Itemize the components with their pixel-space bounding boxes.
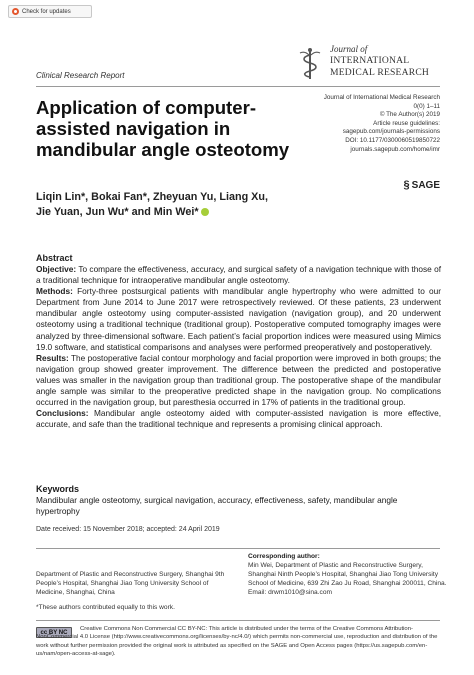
corresponding-author-label: Corresponding author: [248,553,320,560]
conclusions-text: Mandibular angle osteotomy aided with computer-assisted navigation is more effective, accurate, and safe than the traditional technique and represents a promising clinical approach. [36,408,441,430]
keywords-section [36,484,441,517]
journal-name-line2: INTERNATIONAL [330,55,410,66]
results-label: Results: [36,352,69,363]
doi-link[interactable]: DOI: 10.1177/0300060519850722 [345,136,440,144]
authors-line2 [36,205,336,220]
publisher-name: SAGE [411,179,440,191]
publication-info [270,94,440,154]
copyright: © The Author(s) 2019 [379,111,440,119]
abstract-results [36,353,441,408]
update-badge-icon [12,8,19,15]
keywords-heading: Keywords [36,484,80,494]
abstract-heading: Abstract [36,253,73,263]
objective-label: Objective: [36,264,77,274]
footnote-divider [36,548,440,549]
journal-name-line1: Journal of [330,44,368,54]
article-type: Clinical Research Report [36,71,125,80]
authors-line1: Liqin Lin*, Bokai Fan*, Zheyuan Yu, Liang Xu, [36,191,268,203]
abstract-methods [36,286,441,353]
keywords-text: Mandibular angle osteotomy, surgical navigation, accuracy, effectiveness, safety, mandibular angle hypertrophy [36,495,398,517]
conclusions-label: Conclusions: [36,408,89,419]
corresponding-author [248,553,448,598]
abstract-section [36,253,441,430]
received-accepted-dates: Date received: 15 November 2018; accepted: 24 April 2019 [36,526,220,533]
permissions-link[interactable]: sagepub.com/journals-permissions [342,128,440,136]
reuse-guidelines-label: Article reuse guidelines: [373,119,440,127]
article-title: Application of computer-assisted navigation in mandibular angle osteotomy [36,97,290,160]
corresponding-author-email[interactable]: Email: drwm1010@sina.com [248,588,333,596]
header-divider [36,86,440,87]
sage-logo [404,179,440,191]
check-for-updates-button[interactable] [8,5,92,18]
equal-contribution-note: *These authors contributed equally to this work. [36,604,175,611]
journal-citation: Journal of International Medical Research [323,94,440,101]
license-text: Creative Commons Non Commercial CC BY-NC: This article is distributed under the terms of the Creative Commons Attribution-NonCommercial 4.0 License (http://www.creativecommons.org/licenses/by-nc/4.0/) which permits non-commercial use, reproduction and distribution of the work without further permission provided the original work is attributed as specified on the SAGE and Open Access pages (https://us.sagepub.com/en-us/nam/open-access-at-sage). [36,626,438,658]
abstract-conclusions [36,408,441,430]
authors-line2-text: Jie Yuan, Jun Wu* and Min Wei* [36,206,199,218]
journal-home-link[interactable]: journals.sagepub.com/home/imr [350,145,440,153]
volume-pages: 0(0) 1–11 [413,102,440,110]
license-divider [36,620,440,621]
methods-text: Forty-three postsurgical patients with mandibular angle hypertrophy who were admitted to our Department from June 2014 to June 2017 were retrospectively reviewed. Of these patients, 23 underwent mandibular angle osteotomy using computer-assisted navigation (navigation group), and 20 underwent osteotomy using a traditional technique (traditional group). Postoperative computed tomography images were analyzed by three-dimensional software. Each patient’s facial proportion indices were measured using Mimics 19.0 software, and statistical comparisons and analyses were performed preoperatively and postoperatively. [36,286,441,352]
objective-text: To compare the effectiveness, accuracy, and surgical safety of a navigation technique with those of a traditional technique for intraoperative mandibular angle osteotomy. [36,264,441,286]
abstract-objective [36,264,441,286]
corresponding-author-address: Min Wei, Department of Plastic and Reconstructive Surgery, Shanghai Ninth People’s Hospital, Shanghai Jiao Tong University School of Medicine, 639 Zhi Zao Ju Road, Shanghai 200011, China. [248,561,447,587]
cc-by-nc-icon[interactable]: cc BY NC [36,627,72,638]
author-list [36,190,336,220]
journal-name-line3: MEDICAL RESEARCH [330,67,430,78]
methods-label: Methods: [36,286,73,297]
author-affiliation: Department of Plastic and Reconstructive Surgery, Shanghai 9th People’s Hospital, Shanghai Jiao Tong University School of Medicine, Shanghai, China [36,571,225,596]
sage-s-icon: § [403,179,410,191]
orcid-icon[interactable] [201,208,209,216]
journal-logo-icon [298,47,322,81]
check-for-updates-label: Check for updates [22,8,71,15]
results-text: The postoperative facial contour morphology and facial proportion were improved in both groups; the navigation group showed greater improvement. The difference between the predicted and postoperative values was smaller in the navigation group than traditional group. The postoperative shape of the mandibular angle sample was similar to the preoperative predicted shape in the navigation group. No complications occurred in the navigation group, but paresthesia occurred in 17% of patients in the traditional group. [36,352,441,408]
